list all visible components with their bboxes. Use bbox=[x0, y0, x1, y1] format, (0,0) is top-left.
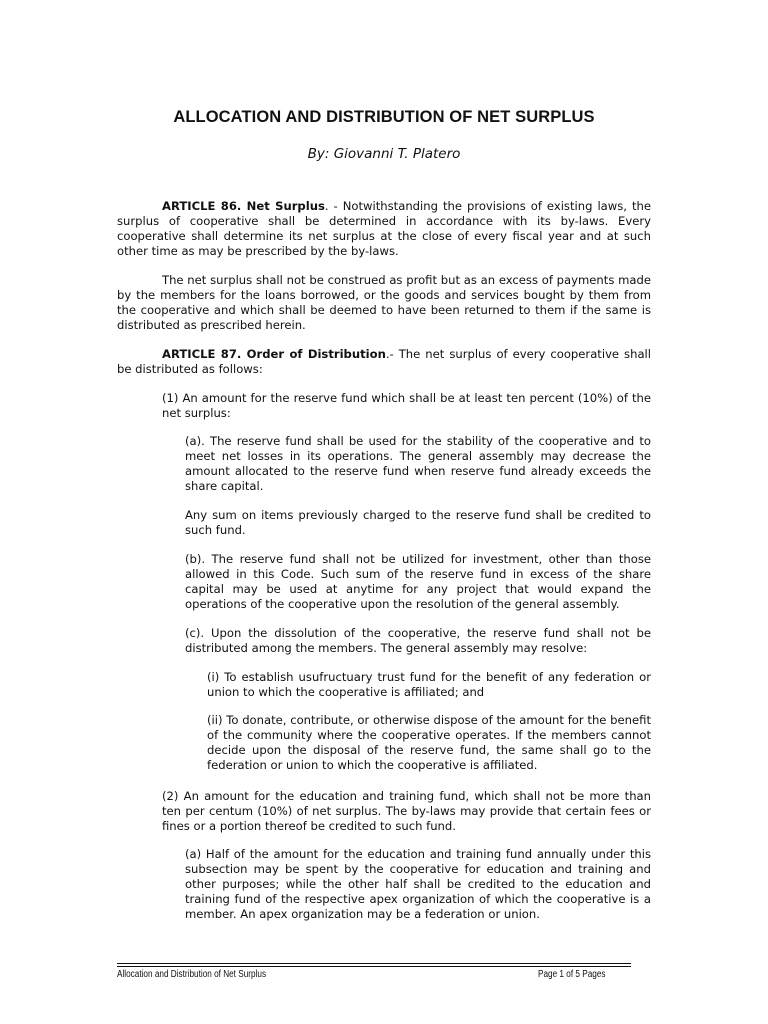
article-87-heading: ARTICLE 87. Order of Distribution bbox=[162, 347, 386, 361]
article-87-text: .- The net surplus of every cooperative shall be distributed as follows: bbox=[117, 347, 651, 376]
article-87-paragraph bbox=[117, 347, 651, 377]
article-86-heading: ARTICLE 86. Net Surplus bbox=[162, 199, 325, 213]
article-86-text: . - Notwithstanding the provisions of existing laws, the surplus of cooperative shall be determined in accordance with its by-laws. Every cooperative shall determine its net surplus at the close of every fiscal year and at such other time as may be prescribed by the by-laws. bbox=[117, 199, 652, 258]
item-1b-paragraph: (b). The reserve fund shall not be utilized for investment, other than those allowed in this Code. Such sum of the reserve fund in excess of the share capital may be used at anytime for any project that would expand the operations of the cooperative upon the resolution of the general assembly. bbox=[185, 552, 651, 611]
footer-document-title: Allocation and Distribution of Net Surplus bbox=[117, 969, 267, 980]
item-1-paragraph: (1) An amount for the reserve fund which shall be at least ten percent (10%) of the net surplus: bbox=[162, 391, 651, 420]
article-86-paragraph bbox=[117, 199, 651, 259]
item-1c-ii-paragraph: (ii) To donate, contribute, or otherwise dispose of the amount for the benefit of the community where the cooperative operates. If the members cannot decide upon the disposal of the reserve fund, the same shall go to the federation or union to which the cooperative is affiliated. bbox=[207, 713, 651, 772]
net-surplus-paragraph: The net surplus shall not be construed as profit but as an excess of payments made by the members for the loans borrowed, or the goods and services bought by them from the cooperative and which shall be deemed to have been returned to them if the same is distributed as prescribed herein. bbox=[117, 273, 651, 332]
document-title: ALLOCATION AND DISTRIBUTION OF NET SURPLUS bbox=[173, 108, 595, 126]
author-byline: By: Giovanni T. Platero bbox=[307, 146, 461, 162]
item-1c-paragraph: (c). Upon the dissolution of the cooperative, the reserve fund shall not be distributed among the members. The general assembly may resolve: bbox=[185, 626, 651, 655]
item-1a-any-sum-paragraph: Any sum on items previously charged to the reserve fund shall be credited to such fund. bbox=[185, 508, 651, 537]
item-2a-paragraph: (a) Half of the amount for the education and training fund annually under this subsection may be spent by the cooperative for education and training and other purposes; while the other half shall be credited to the education and training fund of the respective apex organization of which the cooperative is a member. An apex organization may be a federation or union. bbox=[185, 847, 651, 921]
footer-page-number: Page 1 of 5 Pages bbox=[538, 969, 606, 980]
footer-rule-top bbox=[117, 963, 631, 964]
item-1a-paragraph: (a). The reserve fund shall be used for the stability of the cooperative and to meet net losses in its operations. The general assembly may decrease the amount allocated to the reserve fund when reserve fund already exceeds the share capital. bbox=[185, 434, 651, 493]
item-2-paragraph: (2) An amount for the education and training fund, which shall not be more than ten per centum (10%) of net surplus. The by-laws may provide that certain fees or fines or a portion thereof be credited to such fund. bbox=[162, 789, 651, 833]
item-1c-i-paragraph: (i) To establish usufructuary trust fund for the benefit of any federation or union to which the cooperative is affiliated; and bbox=[207, 670, 651, 699]
footer-rule-bottom bbox=[117, 966, 631, 967]
